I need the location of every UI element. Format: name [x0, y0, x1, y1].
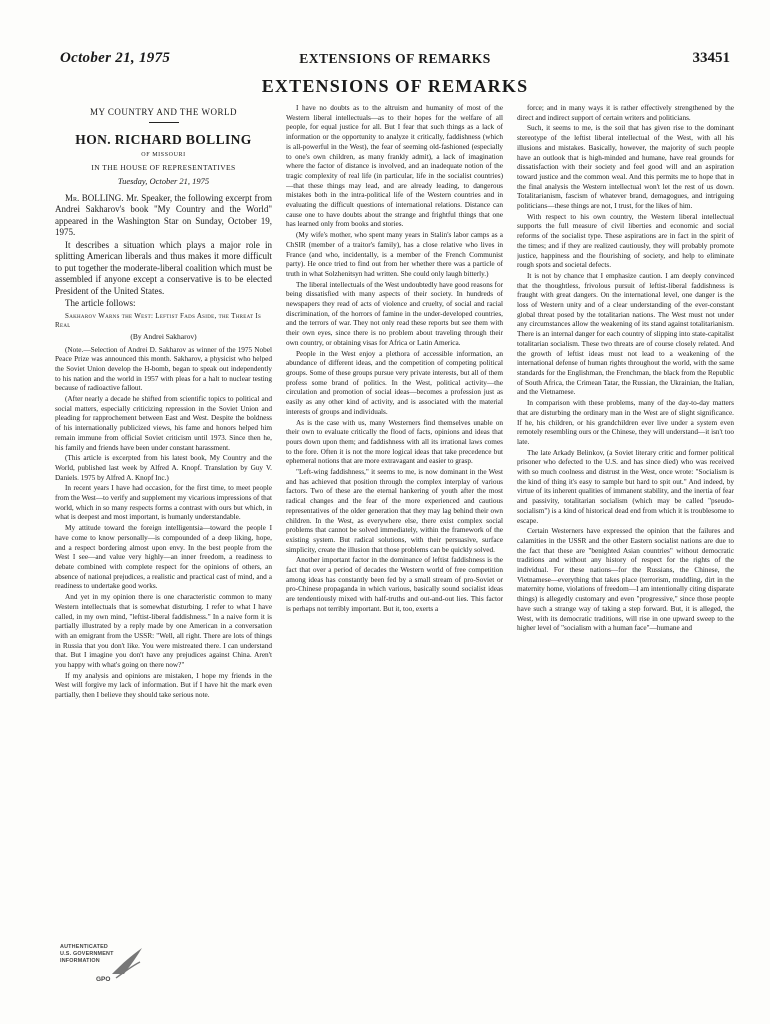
article-byline: (By Andrei Sakharov) [130, 332, 197, 342]
article-title: MY COUNTRY AND THE WORLD [89, 107, 237, 117]
body-paragraph: It is not by chance that I emphasize caution. I am deeply convinced that the thoughtless, frivolous pursuit of leftist-liberal faddishness is fraught with great dangers. On the international level, one danger is the loss of Western unity and of a clear understanding of the ever-constant global threat posed by the totalitarian nations. The West must not under any circumstances allow the weakening of its stand against totalitarianism. There is an internal danger for each country of slipping into state-capitalist totalitarian socialism. These two threats are of course closely related. And the growth of leftist ideas must not lead to a weakening of the international defense of human rights throughout the world, with the same standards for the Englishman, the Frenchman, the black from the Republic of South Africa, the Crimean Tatar, the Russian, the Ukrainian, the Italian, and the Vietnamese. [517, 271, 734, 397]
title-rule [149, 122, 179, 123]
column-1-body [55, 346, 272, 701]
gpo-line-1: AUTHENTICATED [60, 944, 109, 950]
lead-paragraph [55, 193, 272, 239]
section-title: EXTENSIONS OF REMARKS [261, 76, 529, 96]
lead-name: Mr. BOLLING. [65, 192, 124, 203]
body-paragraph: The late Arkady Belinkov, (a Soviet literary critic and former political prisoner who defected to the U.S. and has since died) who was received with so much coolness and distrust in the West, once wrote: "Socialism is the kind of thing it's easy to sample but hard to spit out." And indeed, by virtue of its inherent qualities of immanent stability, and the inertia of fear and passivity, totalitarian socialism (which may be called "pseudo-socialism") is a kind of historical dead end from which it is troublesome to escape. [517, 448, 734, 525]
house-line: IN THE HOUSE OF REPRESENTATIVES [91, 163, 236, 173]
body-paragraph: (Note.—Selection of Andrei D. Sakharov as winner of the 1975 Nobel Peace Prize was announced this month. Sakharov, a physicist who helped the Soviet Union develop the H-bomb, began to speak out independently to his nation and the world in 1957 with pleas for a halt to nuclear testing because of radioactive fallout. [55, 345, 272, 393]
column-2 [286, 104, 503, 934]
lead-paragraph-3: The article follows: [65, 298, 136, 309]
body-paragraph: "Left-wing faddishness," it seems to me, is now dominant in the West and has achieved that position through the complex interplay of various factors. Two of these are the eternal hankering of youth after the most radical changes and the fear of the more experienced and cautious representatives of the older generation that they may lag behind their own children. In the West, as everywhere else, there exist complex social problems that cannot be solved immediately, within the framework of the existing system. But radical solutions, with their persuasive, surface simplicity, create the illusion that those problems can be quickly solved. [286, 468, 503, 554]
date-line: Tuesday, October 21, 1975 [117, 176, 210, 187]
gpo-label: GPO [96, 976, 111, 983]
body-paragraph: As is the case with us, many Westerners find themselves unable on their own to evaluate critically the flood of facts, opinions and ideas that pours down upon them; and faddishness with all its irrational laws comes to the fore. Often it is not the more logical ideas that take precedence but ephemeral notions that are more extravagant and easier to grasp. [286, 418, 503, 466]
column-2-body [286, 104, 503, 615]
column-3 [517, 104, 734, 934]
lead-text: Mr. Speaker, the following excerpt from Andrei Sakharov's book "My Country and the World" appeared in the Washington Star on Sunday, October 19, 1975. [55, 192, 272, 238]
body-paragraph: People in the West enjoy a plethora of accessible information, an abundance of different ideas, and the competition of competing political groups. Some of these groups pursue very private interests, but all of them profess some brand of politics. In the West, political activity—the circulation and promotion of social ideas—becomes a profession just as easily as any other kind of activity, and is associated with the material interests of groups and individuals. [286, 349, 503, 416]
body-paragraph: In recent years I have had occasion, for the first time, to meet people from the West—to verify and supplement my vicarious impressions of that world, which in so many respects forms a contrast with ours but which, in what is deepest and most important, is humanly understandable. [55, 484, 272, 522]
body-paragraph: And yet in my opinion there is one characteristic common to many Western intellectuals that is somewhat disturbing. I refer to what I have called, in my own mind, "leftist-liberal faddishness." In a naive form it is partially illustrated by a reply made by one American in a conversation with an emigrant from the USSR: "Well, all right. There are lots of things in Russia that you don't like. You were mistreated there. I can understand that. But I imagine you don't have any prejudices against China. Aren't you happy with what's going on there now?" [55, 593, 272, 670]
column-1 [55, 104, 272, 934]
speaker-state: OF MISSOURI [141, 152, 186, 159]
body-paragraph: (My wife's mother, who spent many years in Stalin's labor camps as a ChSIR (member of a traitor's family), has a close relative who lives in France (and who, incidentally, is a member of the French Communist party). He once tried to find out from her whether there was a particle of truth in what Solzhenitsyn had written. She could only laugh bitterly.) [286, 231, 503, 278]
header-page-number: 33451 [692, 50, 730, 66]
body-paragraph: I have no doubts as to the altruism and humanity of most of the Western liberal intellectuals—as to their hopes for the welfare of all people, for equal justice for all. But I fear that such things as a lack of information or the opportunity to analyze it critically, faddishness (which is all-powerful in the West), the fear of seeming old-fashioned (especially to one's own children, as many frankly admit), a lack of imagination where the factor of distance is involved, and an inadequate notion of the tragic complexity of real life (in particular, life in the socialist countries)—that these things may lead, and are already leading, to dangerous mistakes both in the intra-political life of the Western countries and in evaluating the difficult questions of international relations. Distance can cause one to have doubts about the strange and frightful things that one has learned only from books and stories. [286, 104, 503, 229]
lead-paragraph-2: It describes a situation which plays a major role in splitting American liberals and thus makes it more difficult to put together the moderate-liberal coalition which must be assembled if anyone except a conservative is to be elected President of the United States. [55, 239, 272, 296]
article-subhead: Sakharov Warns the West: Leftist Fads Aside, the Threat Is Real [55, 311, 262, 330]
body-paragraph: In comparison with these problems, many of the day-to-day matters that are disturbing the ordinary man in the West are of slight significance. If he, his children, or his grandchildren ever live under a system even remotely resembling ours or the Chinese, they will understand—it isn't too late. [517, 399, 734, 446]
body-paragraph: Such, it seems to me, is the soil that has given rise to the dominant stereotype of the leftist liberal intellectual of the West, with all his illusions and mistakes. Basically, however, the majority of such people have an outlook that is high-minded and humane, have real grounds for dissatisfaction with their society and feel good will and an aspiration toward justice and the common weal. And this permits me to hope that in the final analysis the Western intellectual won't let the rest of us down. Totalitarianism, fascism of whatever brand, demagogues, and intriguing politicians—these things are not, I trust, for the likes of him. [517, 124, 734, 211]
eagle-seal-icon [106, 944, 146, 986]
running-header [60, 50, 730, 72]
body-paragraph: With respect to his own country, the Western liberal intellectual supports the full measure of civil liberties and economic and social reforms of the socialist type. These aspirations are in fact in the spirit of the times; and if they are realized cautiously, they will probably promote justice, happiness and the flourishing of society, and help to eliminate rough spots and societal defects. [517, 212, 734, 270]
body-paragraph: The liberal intellectuals of the West undoubtedly have good reasons for being dissatisfied with many aspects of their society. In hundreds of newspapers they read of acts of violence and cruelty, of social and racial discrimination, of the horrors of famine in the under-developed countries, and the terrors of war. They not only read these reports but see them with their own eyes, since there is no problem about traveling through their own country, or obtaining visas for Africa or Latin America. [286, 280, 503, 347]
header-date: October 21, 1975 [60, 50, 171, 66]
body-paragraph: My attitude toward the foreign intelligentsia—toward the people I have come to know personally—is compounded of a deep liking, hope, and a respect bordering almost upon envy. In the best people from the West I see—and value very highly—an inner freedom, a readiness to debate combined with complete respect for the opinions of others, an absence of national prejudices, a realistic and practical cast of mind, and a readiness to undertake good works. [55, 524, 272, 591]
body-paragraph: Another important factor in the dominance of leftist faddishness is the fact that over a period of decades the Western world of free competition among ideas has constantly been fed by a small stream of pro-Soviet or pro-Chinese propaganda in which various, basically sound socialist ideas are tendentiously mixed with half-truths and out-and-out lies. This factor is perhaps not terribly important. But it, too, exerts a [286, 556, 503, 613]
column-3-body [517, 104, 734, 634]
text-columns [55, 104, 735, 934]
body-paragraph: If my analysis and opinions are mistaken, I hope my friends in the West will forgive my lack of information. But if I have hit the mark even partially, then I believe they should take serious note. [55, 671, 272, 700]
body-paragraph: (After nearly a decade he shifted from scientific topics to political and social matters, especially criticizing repression in the Soviet Union and pleading for rapprochement between East and West. Despite the boldness of his internationally publicized views, his fame and honors helped him remain immune from official Soviet criticism until 1973. Since then he, his family and friends have been under constant harassment. [55, 395, 272, 452]
body-paragraph: (This article is excerpted from his latest book, My Country and the World, published last week by Alfred A. Knopf. Translation by Guy V. Daniels. 1975 by Alfred A. Knopf Inc.) [55, 454, 272, 482]
gpo-line-3: INFORMATION [60, 957, 100, 964]
gpo-authentication-badge [60, 944, 152, 986]
speaker-name: HON. RICHARD BOLLING [75, 132, 252, 148]
header-running-title: EXTENSIONS OF REMARKS [299, 51, 491, 66]
gpo-line-2: U.S. GOVERNMENT [60, 950, 114, 957]
body-paragraph: Certain Westerners have expressed the opinion that the failures and calamities in the USSR and the other Eastern socialist nations are due to the fact that these are "benighted Asian countries" without democratic traditions and without any history of respect for the rights of the individual. For these nations—for the Russians, the Chinese, the Vietnamese—everything that takes place (terrorism, muddling, dirt in the maternity home, violations of freedom—I am intentionally citing disparate things) is allegedly customary and even "progressive," since those people have such a strange way of taking a step forward. But, it is alleged, the West, with its democratic traditions, will rise in one upward sweep to the higher level of "socialism with a human face"—humane and [517, 527, 734, 633]
body-paragraph: force; and in many ways it is rather effectively strengthened by the direct and indirect support of certain writers and politicians. [517, 104, 734, 122]
